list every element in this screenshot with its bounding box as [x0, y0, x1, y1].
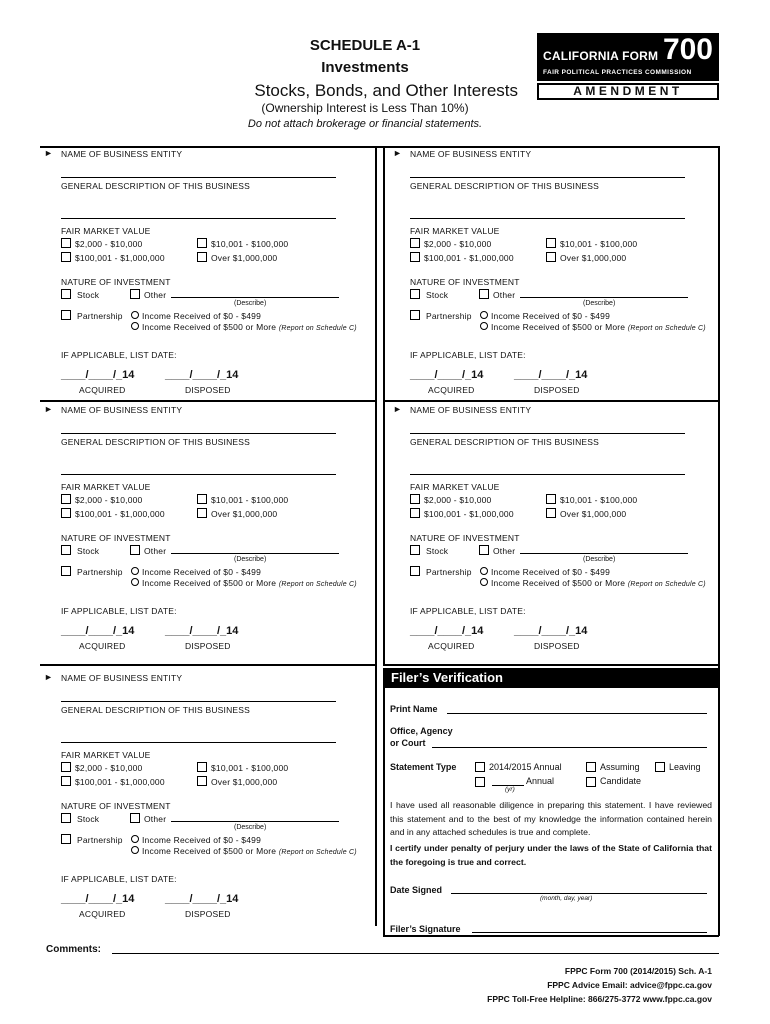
fmv-2000-10000-checkbox[interactable] — [410, 238, 420, 248]
income-500-more-radio[interactable] — [131, 846, 139, 854]
leaving-label: Leaving — [669, 762, 701, 772]
report-schedule-c-note: (Report on Schedule C) — [278, 325, 357, 332]
fmv-10001-100000-checkbox[interactable] — [197, 762, 207, 772]
signature-label: Filer’s Signature — [390, 924, 461, 934]
income-0-499-radio[interactable] — [480, 311, 488, 319]
statement-type-label: Statement Type — [390, 762, 457, 772]
describe-hint: (Describe) — [234, 300, 267, 307]
schedule-subtitle-2: Stocks, Bonds, and Other Interests — [254, 81, 518, 100]
other-describe-field[interactable] — [520, 553, 688, 554]
report-schedule-c-note: (Report on Schedule C) — [278, 849, 357, 856]
date-signed-label: Date Signed — [390, 885, 443, 895]
partnership-checkbox[interactable] — [410, 310, 420, 320]
acquired-label: ACQUIRED — [428, 641, 475, 651]
footer-helpline: FPPC Toll-Free Helpline: 866/275-3772 www.fppc.ca.gov — [487, 994, 712, 1004]
report-schedule-c-note: (Report on Schedule C) — [627, 325, 706, 332]
acquired-date-field[interactable]: ____/____/_14 — [61, 625, 135, 637]
fmv-over-1000000-label: Over $1,000,000 — [560, 509, 627, 519]
business-name-field[interactable] — [410, 433, 685, 434]
report-schedule-c-note: (Report on Schedule C) — [627, 581, 706, 588]
footer-advice-email: FPPC Advice Email: advice@fppc.ca.gov — [547, 980, 712, 990]
stock-checkbox[interactable] — [410, 289, 420, 299]
footer-form-id: FPPC Form 700 (2014/2015) Sch. A-1 — [564, 966, 712, 976]
fmv-2000-10000-label: $2,000 - $10,000 — [424, 495, 492, 505]
entry-arrow-icon: ► — [393, 148, 402, 158]
schedule-title: SCHEDULE A-1 — [309, 37, 421, 54]
entry-arrow-icon: ► — [44, 404, 53, 414]
leaving-checkbox[interactable] — [655, 762, 665, 772]
nature-label: NATURE OF INVESTMENT — [410, 277, 520, 287]
disposed-date-field[interactable]: ____/____/_14 — [165, 369, 239, 381]
income-0-499-label: Income Received of $0 - $499 — [491, 311, 611, 321]
fmv-label: FAIR MARKET VALUE — [61, 226, 151, 236]
describe-hint: (Describe) — [234, 556, 267, 563]
signature-field[interactable] — [472, 932, 707, 933]
business-name-field[interactable] — [61, 177, 336, 178]
fmv-over-1000000-label: Over $1,000,000 — [211, 777, 278, 787]
center-divider — [375, 146, 377, 926]
other-label: Other — [493, 290, 516, 300]
disposed-date-field[interactable]: ____/____/_14 — [165, 625, 239, 637]
comments-field[interactable] — [112, 953, 719, 954]
fmv-over-1000000-checkbox[interactable] — [546, 508, 556, 518]
acquired-date-field[interactable]: ____/____/_14 — [410, 369, 484, 381]
fmv-100001-1000000-checkbox[interactable] — [410, 252, 420, 262]
annual-2014-2015-label: 2014/2015 Annual — [489, 762, 562, 772]
entry-arrow-icon: ► — [44, 148, 53, 158]
entry-arrow-icon: ► — [393, 404, 402, 414]
description-field[interactable] — [410, 218, 685, 219]
description-label: GENERAL DESCRIPTION OF THIS BUSINESS — [61, 181, 251, 191]
income-0-499-radio[interactable] — [131, 835, 139, 843]
annual-label: Annual — [526, 776, 555, 786]
fmv-100001-1000000-label: $100,001 - $1,000,000 — [75, 253, 165, 263]
stock-label: Stock — [426, 546, 449, 556]
stock-label: Stock — [77, 546, 100, 556]
attachment-note: Do not attach brokerage or financial statements. — [247, 118, 483, 130]
assuming-label: Assuming — [600, 762, 640, 772]
applicable-date-label: IF APPLICABLE, LIST DATE: — [61, 606, 177, 616]
acquired-label: ACQUIRED — [79, 909, 126, 919]
fmv-over-1000000-label: Over $1,000,000 — [560, 253, 627, 263]
stock-checkbox[interactable] — [410, 545, 420, 555]
business-name-field[interactable] — [61, 433, 336, 434]
stock-checkbox[interactable] — [61, 289, 71, 299]
applicable-date-label: IF APPLICABLE, LIST DATE: — [61, 874, 177, 884]
candidate-label: Candidate — [600, 776, 642, 786]
acquired-label: ACQUIRED — [79, 641, 126, 651]
row-rule-right-2 — [383, 664, 719, 666]
investment-entry-4 — [389, 402, 723, 652]
other-describe-field[interactable] — [171, 553, 339, 554]
business-name-field[interactable] — [61, 701, 336, 702]
description-field[interactable] — [61, 218, 336, 219]
amendment-box: AMENDMENT — [537, 83, 719, 100]
disposed-label: DISPOSED — [185, 909, 231, 919]
investment-entry-1 — [40, 146, 374, 396]
business-name-label: NAME OF BUSINESS ENTITY — [410, 405, 532, 415]
description-label: GENERAL DESCRIPTION OF THIS BUSINESS — [61, 705, 251, 715]
fmv-10001-100000-label: $10,001 - $100,000 — [560, 495, 638, 505]
diligence-statement: I have used all reasonable diligence in preparing this statement. I have reviewed this statement and to the best of my knowledge the information contained herein and in any attached schedules is true and complete. — [390, 800, 712, 837]
other-checkbox[interactable] — [479, 289, 489, 299]
partnership-label: Partnership — [77, 311, 123, 321]
comments-label: Comments: — [46, 944, 102, 955]
fmv-10001-100000-checkbox[interactable] — [197, 238, 207, 248]
filer-verification-heading: Filer’s Verification — [384, 668, 718, 688]
or-court-label: or Court — [390, 738, 426, 748]
applicable-date-label: IF APPLICABLE, LIST DATE: — [410, 606, 526, 616]
acquired-date-field[interactable]: ____/____/_14 — [410, 625, 484, 637]
entry-arrow-icon: ► — [44, 672, 53, 682]
income-0-499-label: Income Received of $0 - $499 — [142, 311, 262, 321]
income-0-499-label: Income Received of $0 - $499 — [142, 835, 262, 845]
fmv-2000-10000-label: $2,000 - $10,000 — [75, 239, 143, 249]
nature-label: NATURE OF INVESTMENT — [61, 533, 171, 543]
annual-2014-2015-checkbox[interactable] — [475, 762, 485, 772]
stock-label: Stock — [426, 290, 449, 300]
other-checkbox[interactable] — [130, 289, 140, 299]
description-label: GENERAL DESCRIPTION OF THIS BUSINESS — [61, 437, 251, 447]
income-0-499-radio[interactable] — [131, 567, 139, 575]
schedule-subtitle: Investments — [321, 59, 409, 76]
fmv-label: FAIR MARKET VALUE — [410, 482, 500, 492]
row-rule-left-2 — [40, 664, 376, 666]
stock-checkbox[interactable] — [61, 545, 71, 555]
fmv-10001-100000-label: $10,001 - $100,000 — [211, 763, 289, 773]
other-checkbox[interactable] — [130, 545, 140, 555]
acquired-label: ACQUIRED — [428, 385, 475, 395]
fmv-10001-100000-label: $10,001 - $100,000 — [211, 495, 289, 505]
describe-hint: (Describe) — [583, 300, 616, 307]
business-name-label: NAME OF BUSINESS ENTITY — [61, 149, 183, 159]
fmv-over-1000000-checkbox[interactable] — [197, 776, 207, 786]
fmv-2000-10000-checkbox[interactable] — [61, 494, 71, 504]
partnership-checkbox[interactable] — [61, 310, 71, 320]
disposed-label: DISPOSED — [185, 641, 231, 651]
filer-left-border — [383, 668, 385, 936]
partnership-checkbox[interactable] — [61, 834, 71, 844]
income-500-more-radio[interactable] — [131, 322, 139, 330]
income-500-more-label: Income Received of $500 or More (Report on Schedule C) — [142, 578, 357, 588]
fmv-2000-10000-label: $2,000 - $10,000 — [424, 239, 492, 249]
fmv-2000-10000-checkbox[interactable] — [61, 762, 71, 772]
fmv-2000-10000-label: $2,000 - $10,000 — [75, 495, 143, 505]
date-signed-field[interactable] — [451, 893, 707, 894]
fmv-100001-1000000-label: $100,001 - $1,000,000 — [424, 509, 514, 519]
income-500-more-radio[interactable] — [131, 578, 139, 586]
date-hint: (month, day, year) — [540, 895, 593, 902]
partnership-label: Partnership — [77, 835, 123, 845]
partnership-label: Partnership — [426, 311, 472, 321]
fmv-over-1000000-label: Over $1,000,000 — [211, 509, 278, 519]
fmv-100001-1000000-checkbox[interactable] — [61, 508, 71, 518]
acquired-date-field[interactable]: ____/____/_14 — [61, 369, 135, 381]
partnership-checkbox[interactable] — [410, 566, 420, 576]
other-label: Other — [144, 546, 167, 556]
ownership-note: (Ownership Interest is Less Than 10%) — [261, 101, 469, 115]
stock-label: Stock — [77, 814, 100, 824]
fmv-over-1000000-label: Over $1,000,000 — [211, 253, 278, 263]
income-0-499-label: Income Received of $0 - $499 — [142, 567, 262, 577]
office-agency-field[interactable] — [432, 747, 707, 748]
form-number: 700 — [662, 33, 713, 66]
print-name-label: Print Name — [390, 704, 438, 714]
disposed-date-field[interactable]: ____/____/_14 — [165, 893, 239, 905]
income-0-499-label: Income Received of $0 - $499 — [491, 567, 611, 577]
business-name-label: NAME OF BUSINESS ENTITY — [61, 405, 183, 415]
stock-label: Stock — [77, 290, 100, 300]
perjury-statement: I certify under penalty of perjury under the laws of the State of California that the foregoing is true and correct. — [390, 843, 712, 867]
income-500-more-label: Income Received of $500 or More (Report on Schedule C) — [142, 322, 357, 332]
fmv-over-1000000-checkbox[interactable] — [197, 508, 207, 518]
annual-year-checkbox[interactable] — [475, 777, 485, 787]
filer-bottom-rule — [383, 935, 719, 937]
description-label: GENERAL DESCRIPTION OF THIS BUSINESS — [410, 181, 600, 191]
center-divider-2 — [383, 146, 385, 666]
other-label: Other — [493, 546, 516, 556]
fmv-2000-10000-label: $2,000 - $10,000 — [75, 763, 143, 773]
description-field[interactable] — [61, 474, 336, 475]
fmv-10001-100000-checkbox[interactable] — [197, 494, 207, 504]
income-500-more-radio[interactable] — [480, 322, 488, 330]
disposed-label: DISPOSED — [534, 385, 580, 395]
description-field[interactable] — [410, 474, 685, 475]
business-name-label: NAME OF BUSINESS ENTITY — [410, 149, 532, 159]
applicable-date-label: IF APPLICABLE, LIST DATE: — [410, 350, 526, 360]
fmv-100001-1000000-label: $100,001 - $1,000,000 — [75, 777, 165, 787]
report-schedule-c-note: (Report on Schedule C) — [278, 581, 357, 588]
nature-label: NATURE OF INVESTMENT — [61, 277, 171, 287]
fmv-100001-1000000-label: $100,001 - $1,000,000 — [75, 509, 165, 519]
partnership-label: Partnership — [77, 567, 123, 577]
other-checkbox[interactable] — [479, 545, 489, 555]
fppc-label: FAIR POLITICAL PRACTICES COMMISSION — [543, 69, 692, 76]
office-agency-label: Office, Agency — [390, 726, 453, 736]
description-label: GENERAL DESCRIPTION OF THIS BUSINESS — [410, 437, 600, 447]
fmv-10001-100000-label: $10,001 - $100,000 — [211, 239, 289, 249]
disposed-date-field[interactable]: ____/____/_14 — [514, 625, 588, 637]
print-name-field[interactable] — [447, 713, 707, 714]
fmv-label: FAIR MARKET VALUE — [410, 226, 500, 236]
california-form-label: CALIFORNIA FORM — [543, 49, 659, 63]
business-name-label: NAME OF BUSINESS ENTITY — [61, 673, 183, 683]
fmv-100001-1000000-checkbox[interactable] — [61, 252, 71, 262]
income-500-more-radio[interactable] — [480, 578, 488, 586]
assuming-checkbox[interactable] — [586, 762, 596, 772]
disposed-label: DISPOSED — [534, 641, 580, 651]
candidate-checkbox[interactable] — [586, 777, 596, 787]
fmv-10001-100000-checkbox[interactable] — [546, 238, 556, 248]
income-500-more-label: Income Received of $500 or More (Report on Schedule C) — [142, 846, 357, 856]
disposed-date-field[interactable]: ____/____/_14 — [514, 369, 588, 381]
investment-entry-5 — [40, 670, 374, 920]
business-name-field[interactable] — [410, 177, 685, 178]
partnership-label: Partnership — [426, 567, 472, 577]
fmv-100001-1000000-label: $100,001 - $1,000,000 — [424, 253, 514, 263]
income-500-more-label: Income Received of $500 or More (Report on Schedule C) — [491, 322, 706, 332]
describe-hint: (Describe) — [234, 824, 267, 831]
acquired-date-field[interactable]: ____/____/_14 — [61, 893, 135, 905]
other-describe-field[interactable] — [171, 297, 339, 298]
other-label: Other — [144, 814, 167, 824]
describe-hint: (Describe) — [583, 556, 616, 563]
income-500-more-label: Income Received of $500 or More (Report on Schedule C) — [491, 578, 706, 588]
nature-label: NATURE OF INVESTMENT — [410, 533, 520, 543]
fmv-label: FAIR MARKET VALUE — [61, 482, 151, 492]
fmv-10001-100000-label: $10,001 - $100,000 — [560, 239, 638, 249]
fmv-100001-1000000-checkbox[interactable] — [410, 508, 420, 518]
other-describe-field[interactable] — [520, 297, 688, 298]
description-field[interactable] — [61, 742, 336, 743]
income-0-499-radio[interactable] — [480, 567, 488, 575]
other-label: Other — [144, 290, 167, 300]
fmv-100001-1000000-checkbox[interactable] — [61, 776, 71, 786]
fmv-over-1000000-checkbox[interactable] — [197, 252, 207, 262]
year-hint: (yr) — [505, 786, 515, 793]
applicable-date-label: IF APPLICABLE, LIST DATE: — [61, 350, 177, 360]
investment-entry-3 — [40, 402, 374, 652]
form-700-badge — [537, 33, 719, 81]
disposed-label: DISPOSED — [185, 385, 231, 395]
fmv-label: FAIR MARKET VALUE — [61, 750, 151, 760]
acquired-label: ACQUIRED — [79, 385, 126, 395]
other-checkbox[interactable] — [130, 813, 140, 823]
fmv-10001-100000-checkbox[interactable] — [546, 494, 556, 504]
fmv-2000-10000-checkbox[interactable] — [61, 238, 71, 248]
stock-checkbox[interactable] — [61, 813, 71, 823]
income-0-499-radio[interactable] — [131, 311, 139, 319]
fmv-over-1000000-checkbox[interactable] — [546, 252, 556, 262]
fmv-2000-10000-checkbox[interactable] — [410, 494, 420, 504]
partnership-checkbox[interactable] — [61, 566, 71, 576]
investment-entry-2 — [389, 146, 723, 396]
other-describe-field[interactable] — [171, 821, 339, 822]
nature-label: NATURE OF INVESTMENT — [61, 801, 171, 811]
